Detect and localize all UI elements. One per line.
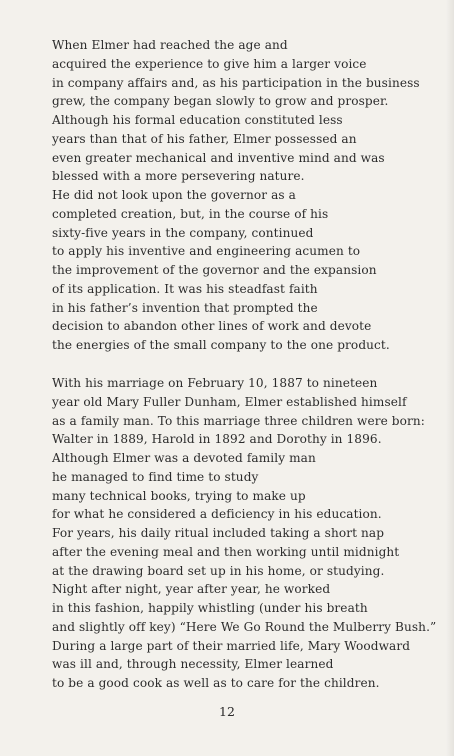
paragraph-1: [52, 36, 448, 355]
text-line: the improvement of the governor and the expansion: [52, 263, 377, 277]
text-line: of its application. It was his steadfast faith: [52, 281, 318, 296]
page-edge-shadow: [446, 0, 454, 756]
text-line: to apply his inventive and engineering acumen to: [52, 244, 361, 259]
text-line: and slightly off key) “Here We Go Round the Mulberry Bush.”: [52, 619, 437, 634]
text-line: in company affairs and, as his participation in the business: [52, 75, 420, 90]
text-line: after the evening meal and then working until midnight: [52, 544, 400, 559]
text-line: During a large part of their married life, Mary Woodward: [52, 638, 411, 653]
text-line: for what he considered a deficiency in his education.: [52, 507, 382, 522]
text-line: Night after night, year after year, he worked: [52, 582, 331, 597]
text-line: was ill and, through necessity, Elmer learned: [52, 657, 334, 672]
text-line: Although Elmer was a devoted family man: [52, 451, 316, 465]
text-line: Although his formal education constituted less: [52, 113, 343, 127]
text-line: decision to abandon other lines of work and devote: [52, 319, 372, 334]
text-line: even greater mechanical and inventive mind and was: [52, 150, 385, 165]
text-line: as a family man. To this marriage three children were born:: [52, 413, 425, 428]
text-line: completed creation, but, in the course of his: [52, 206, 329, 221]
page-number: 12: [219, 704, 235, 719]
text-line: at the drawing board set up in his home, or studying.: [52, 563, 385, 578]
text-line: acquired the experience to give him a larger voice: [52, 56, 367, 71]
paragraph-2: [52, 374, 448, 693]
text-line: When Elmer had reached the age and: [52, 38, 288, 52]
text-line: in his father’s invention that prompted the: [52, 300, 318, 315]
text-line: With his marriage on February 10, 1887 to nineteen: [52, 376, 378, 390]
text-line: in this fashion, happily whistling (under his breath: [52, 601, 368, 615]
text-line: He did not look upon the governor as a: [52, 188, 296, 202]
text-line: grew, the company began slowly to grow and prosper.: [52, 94, 389, 109]
text-line: to be a good cook as well as to care for the children.: [52, 676, 380, 690]
text-line: blessed with a more persevering nature.: [52, 169, 305, 184]
text-line: For years, his daily ritual included taking a short nap: [52, 526, 385, 540]
text-line: years than that of his father, Elmer possessed an: [52, 131, 357, 146]
text-line: he managed to find time to study: [52, 469, 259, 484]
text-line: sixty-five years in the company, continued: [52, 225, 314, 240]
text-line: many technical books, trying to make up: [52, 488, 306, 503]
text-line: the energies of the small company to the one product.: [52, 338, 390, 352]
text-line: Walter in 1889, Harold in 1892 and Dorothy in 1896.: [52, 432, 382, 447]
text-line: year old Mary Fuller Dunham, Elmer established himself: [52, 394, 407, 409]
